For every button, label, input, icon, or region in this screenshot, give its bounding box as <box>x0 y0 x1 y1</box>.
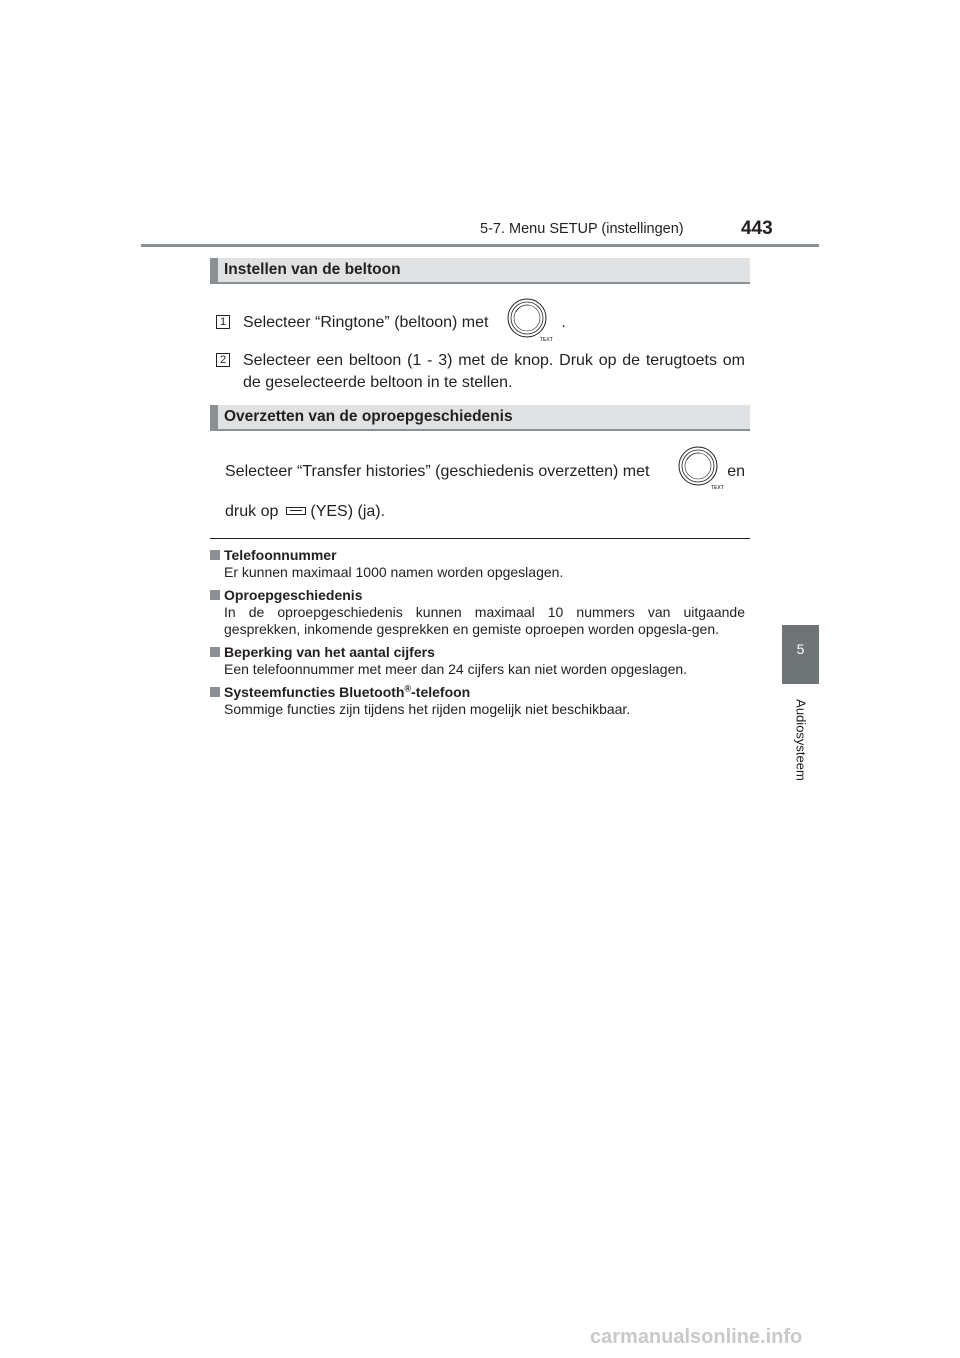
step-2-text: Selecteer een beltoon (1 - 3) met de knop. Druk op de terugtoets om de geselecteerde beltoon in te stellen. <box>243 352 745 391</box>
bullet-square-icon <box>210 687 220 697</box>
registered-mark: ® <box>404 683 412 694</box>
tune-dial-icon <box>678 446 722 490</box>
transfer-text-2: en <box>727 463 745 480</box>
preset-button-icon <box>286 507 306 515</box>
bullet-square-icon <box>210 647 220 657</box>
note-body: Een telefoonnummer met meer dan 24 cijfers kan niet worden opgeslagen. <box>224 661 688 677</box>
transfer-line-2 <box>225 501 385 523</box>
note-body: Er kunnen maximaal 1000 namen worden opgeslagen. <box>224 564 564 580</box>
notes-list <box>210 546 745 723</box>
step-1-end: . <box>561 314 566 331</box>
note-digit-limit <box>210 643 745 678</box>
tune-dial-icon <box>507 298 551 342</box>
dial-text-label: TEXT <box>540 337 553 343</box>
chapter-label: Audiosysteem <box>793 699 809 781</box>
transfer-text-4: (YES) (ja). <box>310 503 386 520</box>
transfer-heading-text: Overzetten van de oproepgeschiedenis <box>224 408 513 425</box>
ringtone-heading-text: Instellen van de beltoon <box>224 261 401 278</box>
bullet-square-icon <box>210 550 220 560</box>
section-title: 5-7. Menu SETUP (instellingen) <box>480 221 684 237</box>
note-title-suffix: -telefoon <box>411 684 471 700</box>
step-1-label: Selecteer “Ringtone” (beltoon) met <box>243 314 489 331</box>
transfer-text-1: Selecteer “Transfer histories” (geschiedenis overzetten) met <box>225 463 650 480</box>
note-body: In de oproepgeschiedenis kunnen maximaal 10 nummers van uitgaande gesprekken, inkomende gesprekken en gemiste oproepen worden opgesla-gen. <box>224 604 745 637</box>
notes-divider <box>210 538 750 539</box>
note-title: Telefoonnummer <box>224 547 337 563</box>
dial-text-label: TEXT <box>711 485 724 491</box>
step-1-badge: 1 <box>216 315 230 329</box>
page-number: 443 <box>741 218 773 239</box>
step-2-badge: 2 <box>216 353 230 367</box>
note-body: Sommige functies zijn tijdens het rijden mogelijk niet beschikbaar. <box>224 701 631 717</box>
header-rule <box>141 244 819 247</box>
note-title: Beperking van het aantal cijfers <box>224 644 435 660</box>
transfer-text-3: druk op <box>225 503 279 520</box>
chapter-number: 5 <box>796 641 805 657</box>
note-bluetooth-functions <box>210 683 745 718</box>
note-call-history <box>210 586 745 638</box>
note-phone-number <box>210 546 745 581</box>
site-watermark: carmanualsonline.info <box>590 1326 803 1348</box>
note-title: Oproepgeschiedenis <box>224 587 363 603</box>
transfer-heading <box>210 405 750 431</box>
ringtone-heading <box>210 258 750 284</box>
bullet-square-icon <box>210 590 220 600</box>
note-title-prefix: Systeemfuncties Bluetooth <box>224 684 405 700</box>
